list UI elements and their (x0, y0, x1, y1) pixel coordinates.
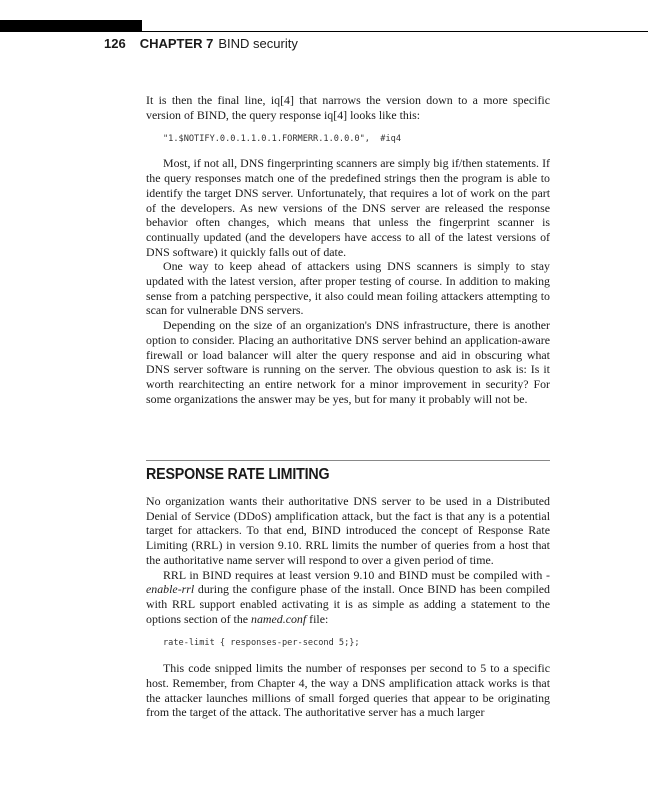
paragraph: Depending on the size of an organization's DNS infrastructure, there is another option to consider. Placing an authoritative DNS server behind an application-aware firewall or load balancer will alter the query response and aid in obscuring what DNS server software is running on the server. The obvious question to ask is: Is it worth rearchitecting an entire network for a minor improvement in security? For some organizations the answer may be yes, but for many it probably will not be. (146, 318, 550, 406)
body-text (146, 93, 550, 406)
paragraph: No organization wants their authoritative DNS server to be used in a Distributed Denial of Service (DDoS) amplification attack, but the fact is that any is a potential target for attackers. To that end, BIND introduced the concept of Response Rate Limiting (RRL) in version 9.10. RRL limits the number of queries from a host that the authoritative name server will respond to over a given period of time. (146, 494, 550, 567)
paragraph: One way to keep ahead of attackers using DNS scanners is simply to stay updated with the latest version, after proper testing of course. In addition to making sense from a patching perspective, it also could mean foiling attackers attempting to scan for vulnerable DNS servers. (146, 259, 550, 318)
paragraph: It is then the final line, iq[4] that narrows the version down to a more specific version of BIND, the query response iq[4] looks like this: (146, 93, 550, 122)
running-header (104, 36, 298, 52)
chapter-title: BIND security (218, 36, 298, 51)
header-rule (0, 31, 648, 32)
section-heading: RESPONSE RATE LIMITING (146, 466, 330, 483)
section-body (146, 494, 550, 720)
config-filename: named.conf (251, 611, 307, 626)
page-number: 126 (104, 36, 126, 51)
paragraph: Most, if not all, DNS fingerprinting scanners are simply big if/then statements. If the query responses match one of the predefined strings then the program is able to identify the target DNS server. Unfortunately, that requires a lot of work on the part of the developers. As new versions of the DNS server are released the response behavior often changes, which means that unless the fingerprint scanner is continually updated (and the developers have access to all of the latest versions of DNS software) it quickly falls out of date. (146, 156, 550, 259)
paragraph: This code snipped limits the number of responses per second to 5 to a specific host. Remember, from Chapter 4, the way a DNS amplification attack works is that the attacker launches millions of small forged queries that appear to be originating from the target of the attack. The authoritative server has a much larger (146, 661, 550, 720)
code-sample: rate-limit { responses-per-second 5;}; (163, 638, 360, 649)
paragraph (146, 568, 550, 627)
chapter-label: CHAPTER 7 (139, 36, 214, 51)
section-response-rate-limiting (146, 460, 550, 720)
text-run: during the configure phase of the install. Once BIND has been compiled with RRL support enabled activating it is as simple as adding a statement to the options section of the (146, 582, 550, 626)
text-run: RRL in BIND requires at least version 9.10 and BIND must be compiled with (163, 567, 547, 582)
text-run: file: (306, 611, 329, 626)
section-divider (146, 460, 550, 461)
compile-flag: -enable-rrl (146, 567, 550, 597)
code-sample: "1.$NOTIFY.0.0.1.1.0.1.FORMERR.1.0.0.0", #iq4 (163, 134, 401, 145)
